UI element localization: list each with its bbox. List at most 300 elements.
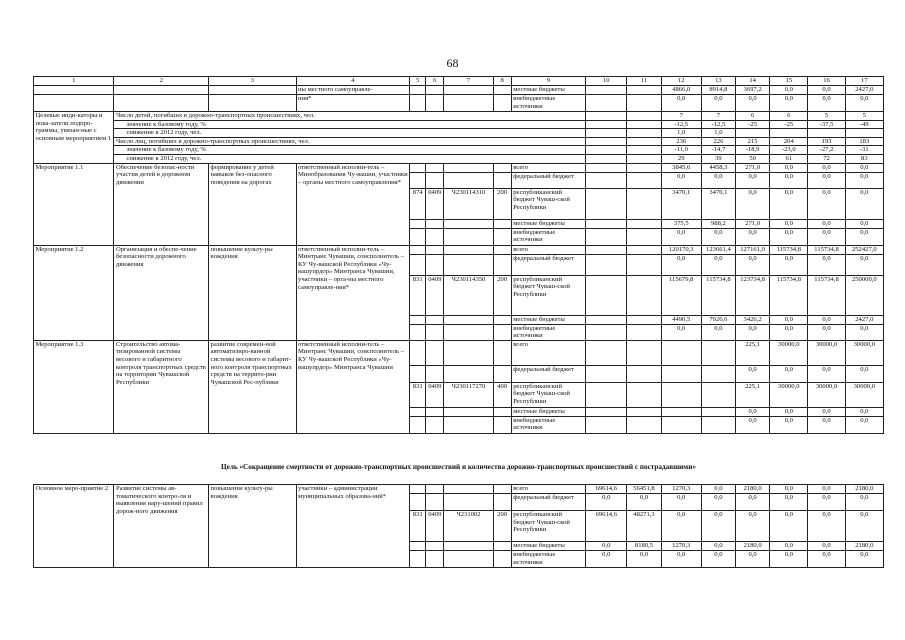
table-cell — [444, 324, 493, 340]
table-cell — [410, 219, 426, 228]
code-cell: Ч230114310 — [444, 188, 493, 219]
measure-id: Мероприятие 1.3 — [34, 340, 114, 433]
value-cell: 2180,0 — [736, 485, 770, 494]
table-cell — [493, 494, 511, 511]
value-cell — [701, 416, 735, 433]
value-cell — [627, 382, 661, 407]
value-cell: 7926,6 — [701, 315, 735, 324]
value-cell: 0,0 — [808, 542, 845, 551]
value-cell: 0,0 — [770, 86, 808, 95]
value-cell — [627, 275, 661, 315]
table-cell — [586, 154, 627, 163]
value-cell — [586, 86, 627, 95]
table-cell — [410, 340, 426, 365]
table-cell — [410, 485, 426, 494]
funding-source: местные бюджеты — [511, 542, 585, 551]
value-cell: 204 — [770, 137, 808, 146]
table-cell — [426, 86, 444, 95]
value-cell: 115734,8 — [770, 275, 808, 315]
value-cell: 0,0 — [845, 254, 883, 275]
table-cell — [426, 95, 444, 112]
column-header: 17 — [845, 77, 883, 86]
value-cell: 0,0 — [770, 407, 808, 416]
funding-source: местные бюджеты — [511, 219, 585, 228]
table-cell — [34, 86, 114, 95]
value-cell: 5 — [845, 112, 883, 121]
code-cell: 831 — [410, 382, 426, 407]
table-cell — [426, 485, 444, 494]
table-cell — [410, 542, 426, 551]
value-cell: 0,0 — [770, 551, 808, 568]
value-cell: -23,0 — [770, 146, 808, 155]
value-cell: 225,1 — [736, 340, 770, 365]
value-cell — [586, 407, 627, 416]
value-cell: 0,0 — [736, 324, 770, 340]
value-cell: 0,0 — [845, 551, 883, 568]
value-cell — [586, 315, 627, 324]
value-cell: 39 — [701, 154, 735, 163]
table-cell — [493, 172, 511, 188]
executor-cell: ответственный исполни-тель – Минтранс Чувашии, соисполнитель – КУ Чу-вашской Республики «Чу-вашупрдор» Минтранса Чувашии, участники – орга-ны местного самоуправле-ния* — [296, 245, 410, 340]
table-cell — [410, 407, 426, 416]
table-cell — [444, 542, 493, 551]
table-cell — [493, 485, 511, 494]
value-cell — [627, 86, 661, 95]
measure-id: Основное меро-приятие 2 — [34, 485, 114, 568]
value-cell: 215 — [736, 137, 770, 146]
code-cell: 400 — [493, 382, 511, 407]
value-cell: 0,0 — [808, 511, 845, 542]
value-cell: 0,0 — [736, 511, 770, 542]
value-cell: 4490,5 — [661, 315, 701, 324]
value-cell: 0,0 — [808, 315, 845, 324]
value-cell: 0,0 — [701, 485, 735, 494]
table-cell — [444, 95, 493, 112]
value-cell: 375,5 — [661, 219, 701, 228]
value-cell: 2427,0 — [845, 86, 883, 95]
column-header: 5 — [410, 77, 426, 86]
table-cell — [410, 172, 426, 188]
table-cell — [444, 245, 493, 254]
value-cell: 0,0 — [808, 163, 845, 172]
table-cell — [410, 324, 426, 340]
value-cell — [586, 163, 627, 172]
value-cell: 0,0 — [845, 228, 883, 245]
measure-name: Обеспечение безопас-ности участия детей в дорожном движении — [114, 163, 209, 245]
value-cell: 0,0 — [845, 416, 883, 433]
value-cell: -27,2 — [808, 146, 845, 155]
value-cell: 3470,1 — [661, 188, 701, 219]
table-cell — [426, 542, 444, 551]
table-cell — [493, 416, 511, 433]
column-header: 1 — [34, 77, 114, 86]
value-cell: 0,0 — [845, 511, 883, 542]
indicator-text: Число лиц, погибших в дорожно-транспортных происшествиях, чел. — [114, 137, 586, 146]
code-cell: 0409 — [426, 382, 444, 407]
value-cell: 120170,3 — [661, 245, 701, 254]
value-cell: 2180,0 — [736, 542, 770, 551]
value-cell: 0,0 — [808, 228, 845, 245]
value-cell — [627, 340, 661, 365]
column-header: 11 — [627, 77, 661, 86]
value-cell: 183 — [845, 137, 883, 146]
value-cell: 30000,0 — [770, 340, 808, 365]
value-cell — [701, 382, 735, 407]
value-cell: 69614,6 — [586, 511, 627, 542]
value-cell: 48271,3 — [627, 511, 661, 542]
value-cell — [586, 219, 627, 228]
value-cell: 1270,3 — [661, 542, 701, 551]
value-cell: 0,0 — [661, 172, 701, 188]
value-cell: 0,0 — [808, 551, 845, 568]
value-cell: 0,0 — [808, 324, 845, 340]
table-cell — [410, 551, 426, 568]
value-cell: 0,0 — [661, 511, 701, 542]
value-cell: -12,5 — [701, 120, 735, 129]
value-cell: 115734,8 — [770, 245, 808, 254]
table-cell — [493, 228, 511, 245]
value-cell — [661, 382, 701, 407]
value-cell: 0,0 — [845, 163, 883, 172]
value-cell: -12,5 — [661, 120, 701, 129]
measure-name: Строительство автома-тизированной системы весового и габаритного контроля транспортных средств на территории Чувашской Республики — [114, 340, 209, 433]
table-cell — [627, 129, 661, 138]
code-cell: 200 — [493, 275, 511, 315]
value-cell: 0,0 — [736, 365, 770, 382]
value-cell — [586, 188, 627, 219]
funding-source: республиканский бюджет Чуваш-ской Республики — [511, 382, 585, 407]
value-cell — [701, 407, 735, 416]
funding-source: всего — [511, 485, 585, 494]
goal-heading: Цель «Сокращение смертности от дорожно-транспортных происшествий и количества дорожно-транспортных происшествий с пострадавшими» — [221, 463, 696, 471]
code-cell: 874 — [410, 188, 426, 219]
code-cell: Ч231002 — [444, 511, 493, 542]
table-cell — [114, 95, 209, 112]
value-cell — [701, 365, 735, 382]
value-cell: 30000,0 — [808, 382, 845, 407]
column-header: 7 — [444, 77, 493, 86]
measure-result: повышение культу-ры вождения — [209, 485, 297, 568]
value-cell — [586, 172, 627, 188]
value-cell: 30000,0 — [808, 340, 845, 365]
value-cell: 123661,4 — [701, 245, 735, 254]
table-cell — [444, 254, 493, 275]
value-cell: 6 — [736, 112, 770, 121]
table-cell — [444, 494, 493, 511]
value-cell: 0,0 — [701, 254, 735, 275]
measure-result: повышение культу-ры вождения — [209, 245, 297, 340]
value-cell: 0,0 — [770, 95, 808, 112]
value-cell — [627, 315, 661, 324]
value-cell: 250000,0 — [845, 275, 883, 315]
table-cell — [586, 129, 627, 138]
value-cell — [627, 324, 661, 340]
value-cell: 69614,6 — [586, 485, 627, 494]
funding-source: республиканский бюджет Чуваш-ской Республики — [511, 275, 585, 315]
column-header: 6 — [426, 77, 444, 86]
value-cell: 0,0 — [770, 542, 808, 551]
page-number: 68 — [446, 56, 459, 70]
indicators-label: Целевые инди-каторы и пока-затели подпро-граммы, увязан-ные с основным мероприятием 1 — [34, 112, 114, 164]
value-cell: 0,0 — [808, 219, 845, 228]
value-cell: 0,0 — [701, 494, 735, 511]
table-cell — [627, 146, 661, 155]
table-cell — [493, 407, 511, 416]
table-cell — [209, 95, 297, 112]
value-cell — [627, 245, 661, 254]
value-cell: 8914,8 — [701, 86, 735, 95]
measure-name: Организация и обеспе-чение безопасности дорожного движения — [114, 245, 209, 340]
value-cell: -31 — [845, 146, 883, 155]
table-cell — [426, 245, 444, 254]
value-cell: 252427,0 — [845, 245, 883, 254]
value-cell: 0,0 — [808, 485, 845, 494]
value-cell: -37,5 — [808, 120, 845, 129]
value-cell: 0,0 — [770, 416, 808, 433]
value-cell: 0,0 — [736, 551, 770, 568]
budget-table-goal2 — [33, 484, 884, 568]
value-cell: 0,0 — [770, 254, 808, 275]
value-cell: 127161,0 — [736, 245, 770, 254]
value-cell — [586, 245, 627, 254]
value-cell — [586, 365, 627, 382]
value-cell: 0,0 — [808, 365, 845, 382]
indicator-text: значение к базовому году, % — [114, 120, 586, 129]
table-cell — [410, 163, 426, 172]
value-cell: 3845,6 — [661, 163, 701, 172]
table-cell — [586, 112, 627, 121]
table-cell — [493, 86, 511, 95]
table-cell — [426, 172, 444, 188]
measure-row — [34, 245, 884, 254]
value-cell: 0,0 — [736, 416, 770, 433]
funding-source: внебюджетные источники — [511, 228, 585, 245]
value-cell — [627, 228, 661, 245]
value-cell: 226 — [701, 137, 735, 146]
value-cell: 0,0 — [845, 407, 883, 416]
measure-row — [34, 163, 884, 172]
value-cell: 225,1 — [736, 382, 770, 407]
value-cell — [661, 365, 701, 382]
value-cell: 0,0 — [770, 511, 808, 542]
value-cell: -49 — [845, 120, 883, 129]
column-header: 3 — [209, 77, 297, 86]
measure-id: Мероприятие 1.1 — [34, 163, 114, 245]
column-header: 8 — [493, 77, 511, 86]
value-cell: 0,0 — [586, 542, 627, 551]
column-header: 14 — [736, 77, 770, 86]
table-cell — [426, 163, 444, 172]
table-cell — [209, 86, 297, 95]
value-cell: 0,0 — [808, 416, 845, 433]
value-cell: 0,0 — [770, 219, 808, 228]
value-cell: 0,0 — [808, 86, 845, 95]
code-cell: 831 — [410, 511, 426, 542]
value-cell: 0,0 — [701, 511, 735, 542]
table-cell — [410, 254, 426, 275]
table-cell — [493, 254, 511, 275]
value-cell: 0,0 — [736, 254, 770, 275]
table-cell — [493, 219, 511, 228]
column-header: 10 — [586, 77, 627, 86]
code-cell: 200 — [493, 511, 511, 542]
value-cell: 193 — [808, 137, 845, 146]
value-cell — [627, 163, 661, 172]
table-cell — [444, 416, 493, 433]
measure-row — [34, 340, 884, 365]
value-cell: 115734,8 — [701, 275, 735, 315]
value-cell: 0,0 — [845, 494, 883, 511]
value-cell: 0,0 — [845, 95, 883, 112]
column-header: 16 — [808, 77, 845, 86]
value-cell: 30000,0 — [845, 340, 883, 365]
funding-source: внебюджетные источники — [511, 324, 585, 340]
value-cell: 7 — [661, 112, 701, 121]
table-cell — [627, 137, 661, 146]
value-cell: 29 — [661, 154, 701, 163]
column-header: 15 — [770, 77, 808, 86]
value-cell: 30000,0 — [845, 382, 883, 407]
table-cell — [444, 407, 493, 416]
indicator-text: снижение к 2012 году, чел. — [114, 129, 586, 138]
value-cell: 3697,2 — [736, 86, 770, 95]
budget-table — [33, 76, 884, 434]
value-cell: 3426,2 — [736, 315, 770, 324]
value-cell: 0,0 — [736, 172, 770, 188]
value-cell: 271,0 — [736, 219, 770, 228]
value-cell: 7 — [701, 112, 735, 121]
value-cell — [586, 275, 627, 315]
value-cell: 0,0 — [586, 494, 627, 511]
measure-result: развитие современ-ной автоматизиро-ванной системы весового и габарит-ного контроля транспортных средств на террито-рии Чувашской Рес-публики — [209, 340, 297, 433]
table-cell — [493, 324, 511, 340]
value-cell: 0,0 — [661, 494, 701, 511]
table-cell — [410, 315, 426, 324]
value-cell: 271,0 — [736, 163, 770, 172]
code-cell: Ч230114350 — [444, 275, 493, 315]
code-cell: 0409 — [426, 511, 444, 542]
value-cell: 0,0 — [808, 494, 845, 511]
value-cell: 61 — [770, 154, 808, 163]
value-cell: 0,0 — [808, 172, 845, 188]
value-cell — [627, 254, 661, 275]
measure-row — [34, 485, 884, 494]
value-cell: 0,0 — [586, 551, 627, 568]
value-cell: 0,0 — [736, 188, 770, 219]
value-cell: 1,0 — [661, 129, 701, 138]
table-cell — [493, 315, 511, 324]
table-cell — [444, 315, 493, 324]
value-cell — [661, 340, 701, 365]
value-cell — [627, 172, 661, 188]
table-cell — [410, 365, 426, 382]
table-cell — [493, 95, 511, 112]
executor-cell: участники – администрации муниципальных образова-ний* — [296, 485, 410, 568]
table-cell — [444, 340, 493, 365]
table-cell — [586, 137, 627, 146]
value-cell: 0,0 — [661, 254, 701, 275]
code-cell: 0409 — [426, 275, 444, 315]
indicator-row — [34, 137, 884, 146]
column-header: 4 — [296, 77, 410, 86]
value-cell: 0,0 — [845, 324, 883, 340]
value-cell: 0,0 — [808, 95, 845, 112]
funding-source: федеральный бюджет — [511, 172, 585, 188]
value-cell: 50 — [736, 154, 770, 163]
indicator-row — [34, 112, 884, 121]
funding-source: всего — [511, 163, 585, 172]
value-cell: 0,0 — [845, 219, 883, 228]
value-cell: 0,0 — [770, 315, 808, 324]
table-cell — [426, 254, 444, 275]
funding-source: местные бюджеты — [511, 315, 585, 324]
value-cell: 6 — [770, 112, 808, 121]
value-cell: 1,0 — [701, 129, 735, 138]
value-cell: 2180,0 — [845, 485, 883, 494]
value-cell: 0,0 — [701, 172, 735, 188]
value-cell: 0,0 — [661, 551, 701, 568]
value-cell: 4458,3 — [701, 163, 735, 172]
table-cell — [426, 407, 444, 416]
code-cell: 831 — [410, 275, 426, 315]
value-cell — [586, 340, 627, 365]
value-cell: 0,0 — [701, 551, 735, 568]
table-cell — [493, 551, 511, 568]
value-cell: 0,0 — [808, 254, 845, 275]
funding-source: всего — [511, 245, 585, 254]
value-cell: 1270,3 — [661, 485, 701, 494]
code-cell: 200 — [493, 188, 511, 219]
table-cell — [426, 228, 444, 245]
funding-source: республиканский бюджет Чуваш-ской Республики — [511, 511, 585, 542]
value-cell: 0,0 — [736, 407, 770, 416]
value-cell: 0,0 — [808, 188, 845, 219]
table-cell — [586, 120, 627, 129]
table-cell — [426, 416, 444, 433]
funding-source: федеральный бюджет — [511, 494, 585, 511]
code-cell: Ч230117270 — [444, 382, 493, 407]
value-cell: 0,0 — [736, 95, 770, 112]
value-cell — [845, 129, 883, 138]
executor-cell: ответственный исполни-тель – Минтранс Чувашии, соисполнитель – КУ Чу-вашской Республики «Чу-вашупрдор» Минтранса Чувашии — [296, 340, 410, 433]
value-cell: 0,0 — [661, 324, 701, 340]
value-cell: 0,0 — [770, 172, 808, 188]
value-cell: 123734,8 — [736, 275, 770, 315]
value-cell: 0,0 — [701, 324, 735, 340]
value-cell — [627, 365, 661, 382]
executor-cell: ны местного самоуправле- — [296, 86, 410, 95]
table-cell — [426, 551, 444, 568]
indicator-row — [34, 146, 884, 155]
funding-source: всего — [511, 340, 585, 365]
value-cell: 0,0 — [770, 494, 808, 511]
value-cell: -18,9 — [736, 146, 770, 155]
value-cell: 0,0 — [770, 485, 808, 494]
value-cell — [627, 188, 661, 219]
table-cell — [444, 219, 493, 228]
value-cell — [586, 324, 627, 340]
value-cell: 0,0 — [770, 324, 808, 340]
value-cell — [661, 407, 701, 416]
table-cell — [586, 146, 627, 155]
indicator-text: снижение к 2012 году, чел. — [114, 154, 586, 163]
table-row — [34, 95, 884, 112]
value-cell: 0,0 — [661, 228, 701, 245]
value-cell — [736, 129, 770, 138]
table-cell — [426, 494, 444, 511]
funding-source: внебюджетные источники — [511, 416, 585, 433]
table-cell — [410, 416, 426, 433]
